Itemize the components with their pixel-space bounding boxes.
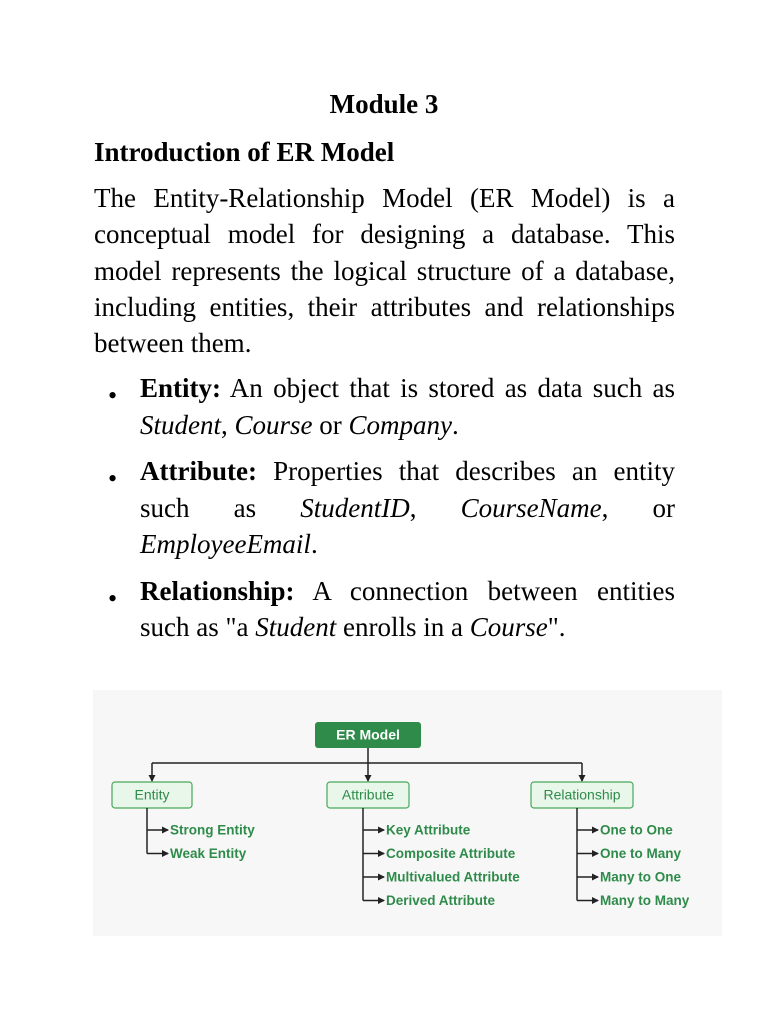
bullet-attribute <box>94 453 675 563</box>
bullet-example: Course <box>234 409 313 440</box>
bullet-text: . <box>452 409 459 440</box>
leaf-label: Derived Attribute <box>386 893 496 909</box>
bullet-text: or <box>312 409 349 440</box>
bullet-example: Course <box>469 612 548 642</box>
bullet-example: CourseName <box>460 492 602 523</box>
branch-node-label: Entity <box>134 786 170 803</box>
bullet-term: Relationship: <box>140 575 295 606</box>
bullet-list <box>94 370 675 656</box>
bullet-text: . <box>310 529 318 559</box>
bullet-text: Properties that describes an entity such as <box>140 456 675 523</box>
branch-node-label: Attribute <box>341 786 395 803</box>
bullet-term: Entity: <box>140 373 221 403</box>
bullet-example: Student <box>255 612 337 642</box>
bullet-example: Company <box>348 409 453 440</box>
bullet-relationship <box>94 573 675 646</box>
bullet-text: , <box>221 409 235 440</box>
bullet-dot: • <box>108 583 118 613</box>
bullet-text: ". <box>547 612 566 642</box>
bullet-text: enrolls in a <box>336 612 470 642</box>
leaf-label: Weak Entity <box>170 846 247 862</box>
er-model-tree <box>93 690 722 936</box>
leaf-label: Multivalued Attribute <box>386 869 520 885</box>
bullet-text: A connection between entities such as "a <box>140 575 675 642</box>
bullet-entity <box>94 370 675 443</box>
leaf-label: Composite Attribute <box>386 846 516 862</box>
er-model-diagram <box>93 690 722 936</box>
bullet-dot: • <box>108 464 118 493</box>
leaf-label: One to One <box>600 822 673 838</box>
root-node-label: ER Model <box>336 726 400 743</box>
branch-node-label: Relationship <box>543 786 621 803</box>
section-heading: Introduction of ER Model <box>94 137 395 167</box>
bullet-text: , or <box>601 492 675 523</box>
bullet-example: EmployeeEmail <box>140 529 311 559</box>
leaf-label: Many to Many <box>600 893 690 909</box>
bullet-example: StudentID <box>300 492 410 523</box>
bullet-dot: • <box>108 381 118 410</box>
page-title: Module 3 <box>329 89 439 119</box>
leaf-label: Key Attribute <box>386 822 471 838</box>
bullet-example: Student <box>140 409 221 440</box>
bullet-text: , <box>409 492 461 523</box>
bullet-text: An object that is stored as data such as <box>221 373 675 403</box>
leaf-label: One to Many <box>600 846 682 862</box>
bullet-term: Attribute: <box>140 456 257 486</box>
leaf-label: Many to One <box>600 869 682 885</box>
intro-paragraph: The Entity-Relationship Model (ER Model) is a conceptual model for designing a database. This model represents the logical structure of a database, including entities, their attributes and relationships between them. <box>94 183 675 359</box>
leaf-label: Strong Entity <box>170 822 255 838</box>
